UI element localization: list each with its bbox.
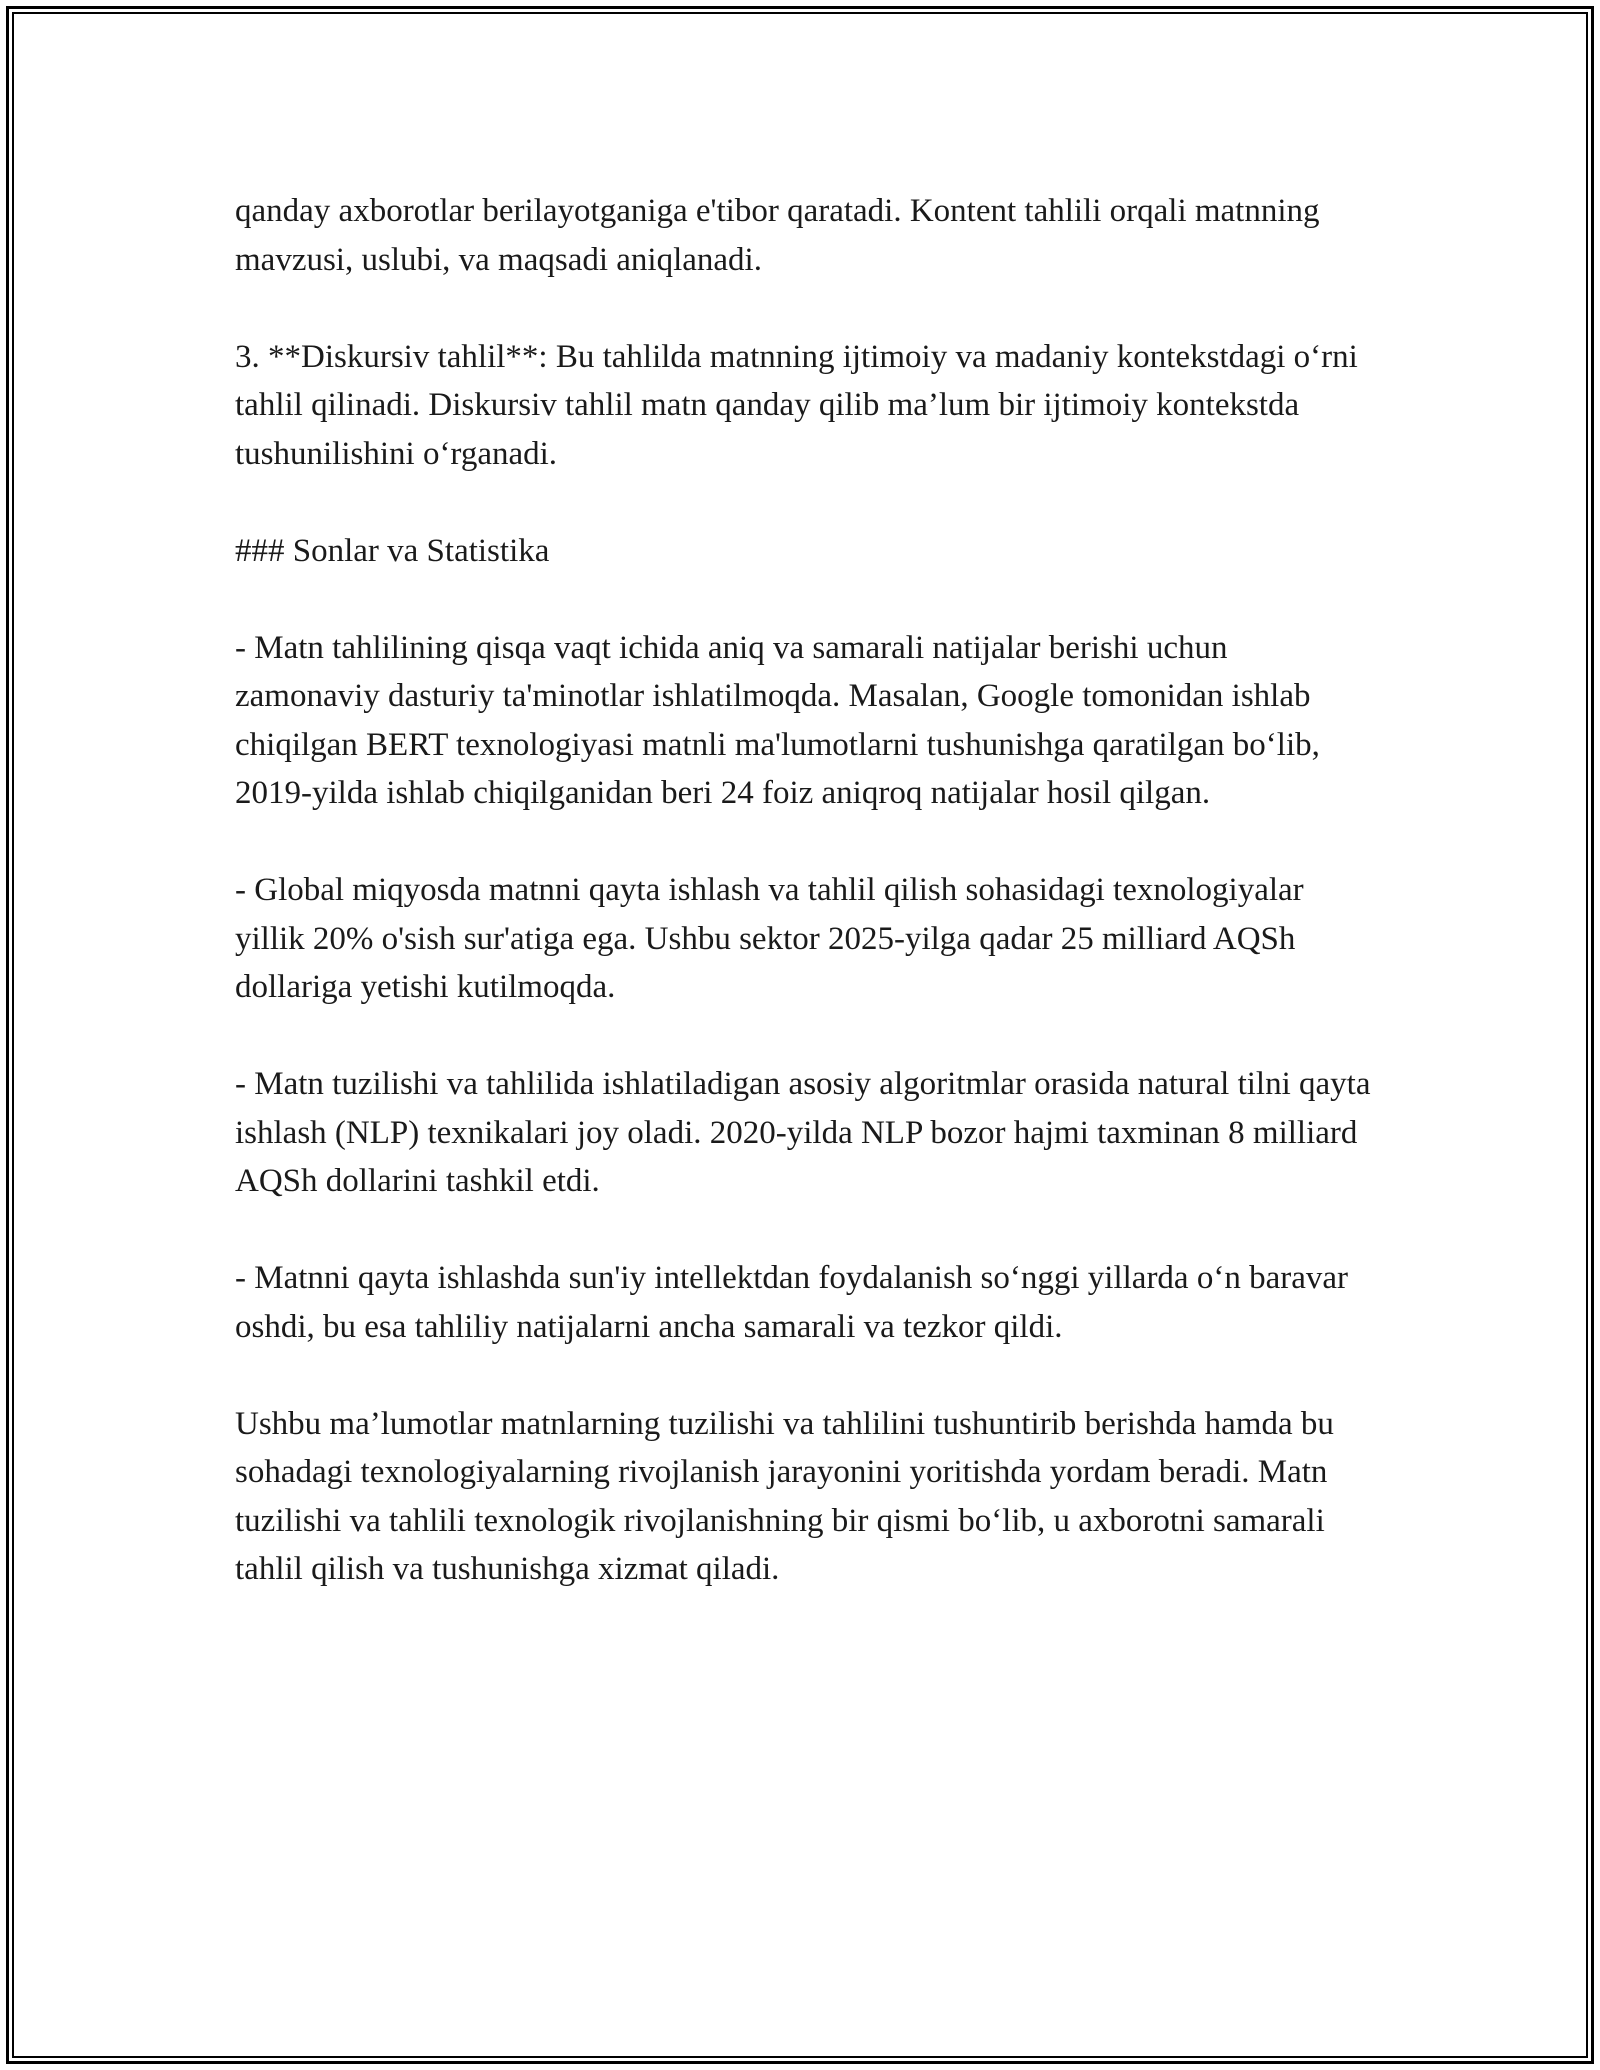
paragraph-content-analysis-continued: qanday axborotlar berilayotganiga e'tibor qaratadi. Kontent tahlili orqali matnning mavzusi, uslubi, va maqsadi aniqlanadi. [235,193,1320,278]
paragraph-discursive-analysis: 3. **Diskursiv tahlil**: Bu tahlilda matnning ijtimoiy va madaniy kontekstdagi o‘rni tahlil qilinadi. Diskursiv tahlil matn qanday qilib ma’lum bir ijtimoiy kontekstda tushunilishini o‘rganadi. [235,338,1358,472]
list-item-ai-usage: - Matnni qayta ishlashda sun'iy intellektdan foydalanish so‘nggi yillarda o‘n baravar oshdi, bu esa tahliliy natijalarni ancha samarali va tezkor qildi. [235,1260,1348,1345]
list-item-global-growth: - Global miqyosda matnni qayta ishlash va tahlil qilish sohasidagi texnologiyalar yillik 20% o'sish sur'atiga ega. Ushbu sektor 2025-yilga qadar 25 milliard AQSh dollariga yetishi kutilmoqda. [235,872,1304,1005]
paragraph-conclusion: Ushbu ma’lumotlar matnlarning tuzilishi va tahlilini tushuntirib berishda hamda bu sohadagi texnologiyalarning rivojlanish jarayonini yoritishda yordam beradi. Matn tuzilishi va tahlili texnologik rivojlanishning bir qismi bo‘lib, u axborotni samarali tahlil qilish va tushunishga xizmat qiladi. [235,1405,1334,1587]
document-body [235,187,1375,1642]
list-item-nlp-market: - Matn tuzilishi va tahlilida ishlatiladigan asosiy algoritmlar orasida natural tilni qayta ishlash (NLP) texnikalari joy oladi. 2020-yilda NLP bozor hajmi taxminan 8 milliard AQSh dollarini tashkil etdi. [235,1066,1371,1199]
section-heading-statistics: ### Sonlar va Statistika [235,532,550,569]
list-item-bert: - Matn tahlilining qisqa vaqt ichida aniq va samarali natijalar berishi uchun zamonaviy dasturiy ta'minotlar ishlatilmoqda. Masalan, Google tomonidan ishlab chiqilgan BERT texnologiyasi matnli ma'lumotlarni tushunishga qaratilgan bo‘lib, 2019-yilda ishlab chiqilganidan beri 24 foiz aniqroq natijalar hosil qilgan. [235,629,1320,811]
